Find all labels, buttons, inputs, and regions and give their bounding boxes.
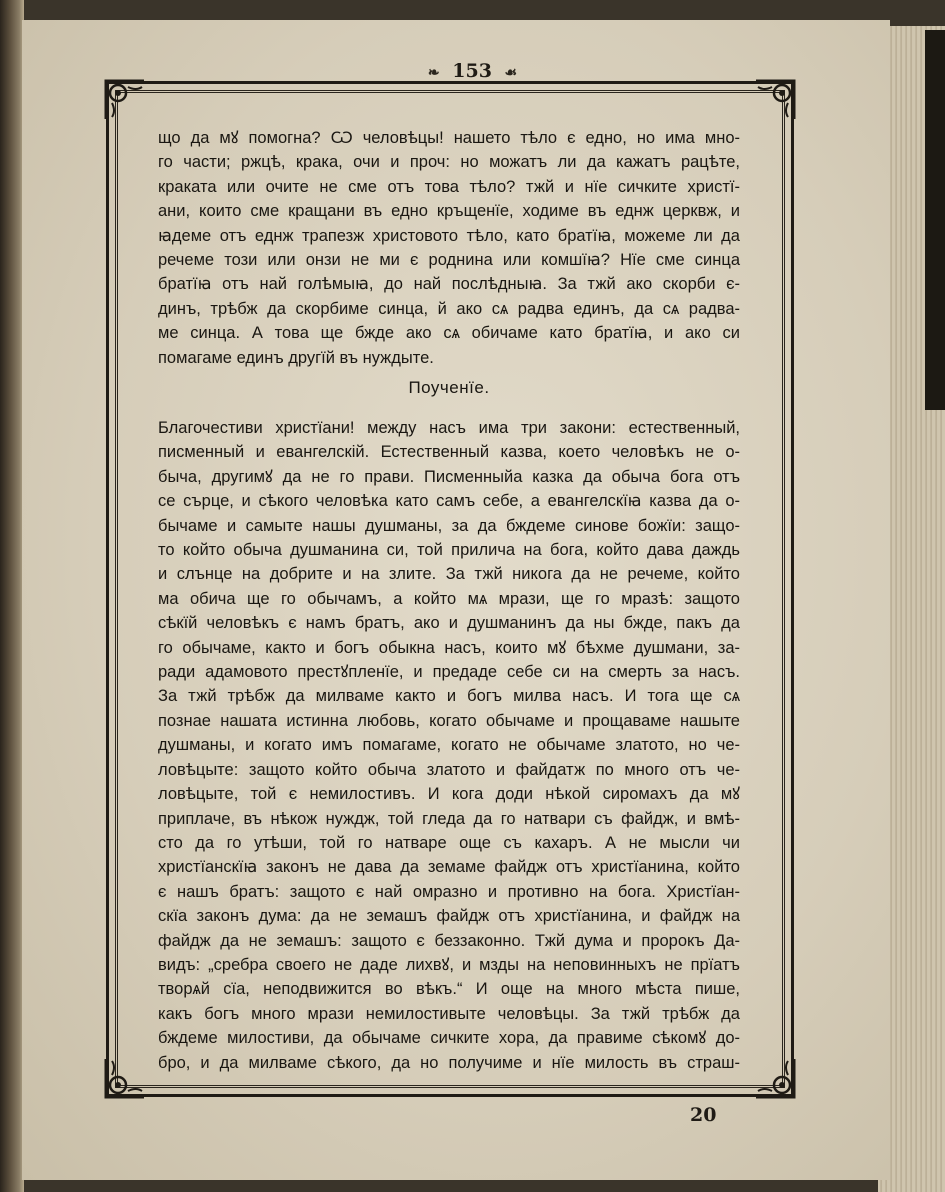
text-line: писменный и евангелскій. Естественный казва, което человѣкъ не о- xyxy=(158,443,740,462)
text-line: го части; ржцѣ, крака, очи и проч: но можатъ ли да кажатъ рацѣте, xyxy=(158,153,740,172)
text-line: помагаме единъ другїй въ нуждыте. xyxy=(158,348,434,367)
corner-ornament-icon xyxy=(754,79,796,121)
text-line: краката или очите не сме отъ това тѣло? тжй и нїе сичките христї- xyxy=(158,177,740,196)
text-line: братїꙗ отъ най голѣмыꙗ, до най послѣдныꙗ. За тжй ако скорби є- xyxy=(158,275,740,294)
text-line: и слънце на добрите и на злите. За тжй никога да не речеме, който xyxy=(158,565,740,584)
text-line: го обычаме, както и богъ обыкна насъ, които мꙋ бѣхме душмани, за- xyxy=(158,638,740,657)
text-line: скїа законъ дума: да не земашъ файдж отъ христїанина, и файдж на xyxy=(158,907,740,926)
text-line: душманы, и когато имъ помагаме, когато не обычаме златото, но че- xyxy=(158,736,740,755)
text-line: христїанскїꙗ законъ не дава да земаме файдж отъ христїанина, който xyxy=(158,858,740,877)
text-line: ради адамовото престꙋпленїе, и предаде себе си на смерть за насъ. xyxy=(158,663,740,682)
ornament-left-icon: ❧ xyxy=(427,65,440,81)
text-line: ловѣцыте: защото който обыча златото и файдатж по много отъ че- xyxy=(158,760,740,779)
section-heading: Поученїе. xyxy=(408,378,490,397)
text-line: познае нашата истинна любовь, когато обычаме и прощаваме нашыте xyxy=(158,711,740,730)
text-line: бждеме милостиви, да обычаме сичките хора, да правиме сѣкомꙋ до- xyxy=(158,1029,740,1048)
text-line: ме синца. А това ще бжде ако сѧ обичаме като братїꙗ, и ако си xyxy=(158,324,740,343)
text-line: файдж да не земашъ: защото є беззаконно. Тжй дума и пророкъ Да- xyxy=(158,931,740,950)
text-line: быча, другимꙋ да не го прави. Писменныйа казка да обыча бога отъ xyxy=(158,467,740,486)
paragraph-1 xyxy=(158,126,740,370)
text-line: речеме този или онзи не ми є роднина или комшїꙗ? Нїе сме синца xyxy=(158,251,740,270)
text-line: сто да го утѣши, той го натваре още съ кахаръ. А не мысли чи xyxy=(158,833,740,852)
text-line: ꙗдеме отъ еднж трапезж христовото тѣло, като братїꙗ, можеме ли да xyxy=(158,226,740,245)
signature-mark: 20 xyxy=(690,1104,717,1126)
book-gutter xyxy=(0,0,24,1192)
text-line: За тжй трѣбж да милваме както и богъ милва насъ. И тога ще сѧ xyxy=(158,687,740,706)
corner-ornament-icon xyxy=(754,1057,796,1099)
ornament-right-icon: ☙ xyxy=(504,65,518,81)
text-line: ма обича ще го обычамъ, а който мѧ мрази, ще го мразѣ: защото xyxy=(158,589,740,608)
text-line: що да мꙋ помогна? Ѡ человѣцы! нашето тѣло є едно, но има мно- xyxy=(158,129,740,147)
text-line: ловѣцыте, той є немилостивъ. И кога доди нѣкой сиромахъ да мꙋ xyxy=(158,785,740,804)
text-line: динъ, трѣбж да скорбиме синца, й ако сѧ радва единъ, да сѧ радва- xyxy=(158,299,740,318)
text-line: бычаме и самыте нашы душманы, за да бждеме синове божїи: защо- xyxy=(158,516,740,535)
corner-ornament-icon xyxy=(104,79,146,121)
text-line: Благочестиви христїани! между насъ има три закони: естественный, xyxy=(158,419,740,437)
page-number: 153 xyxy=(452,60,492,82)
text-line: ани, които сме кращани въ едно кръщенїе, ходиме въ еднж церквж, и xyxy=(158,202,740,221)
text-line: се сърце, и сѣкого человѣка като самъ себе, а евангелскїꙗ казва да о- xyxy=(158,492,740,511)
text-line: бро, и да милваме сѣкого, да но получиме и нїе милость въ страш- xyxy=(158,1053,740,1072)
paragraph-2 xyxy=(158,416,740,1075)
text-line: какъ богъ много мрази немилостивыте человѣцы. За тжй трѣбж да xyxy=(158,1004,740,1023)
text-line: видъ: „сребра своего не даде лихвꙋ, и мзды на неповинныхъ не прїатъ xyxy=(158,955,740,974)
text-line: то който обыча душманина си, той прилича на бога, който дава даждь xyxy=(158,541,740,560)
text-line: приплаче, въ нѣкож нуждж, той гледа да го натвари съ файдж, и вмѣ- xyxy=(158,809,740,828)
book-cover-edge xyxy=(925,30,945,410)
text-line: творѧй сїа, неподвижится во вѣкъ.“ И още на много мѣста пише, xyxy=(158,980,740,999)
text-line: є нашъ братъ: защото є най омразно и противно на бога. Христїан- xyxy=(158,882,740,901)
text-line: сѣкїй человѣкъ є намъ братъ, ако и душманинъ да ны бжде, пакъ да xyxy=(158,614,740,633)
corner-ornament-icon xyxy=(104,1057,146,1099)
